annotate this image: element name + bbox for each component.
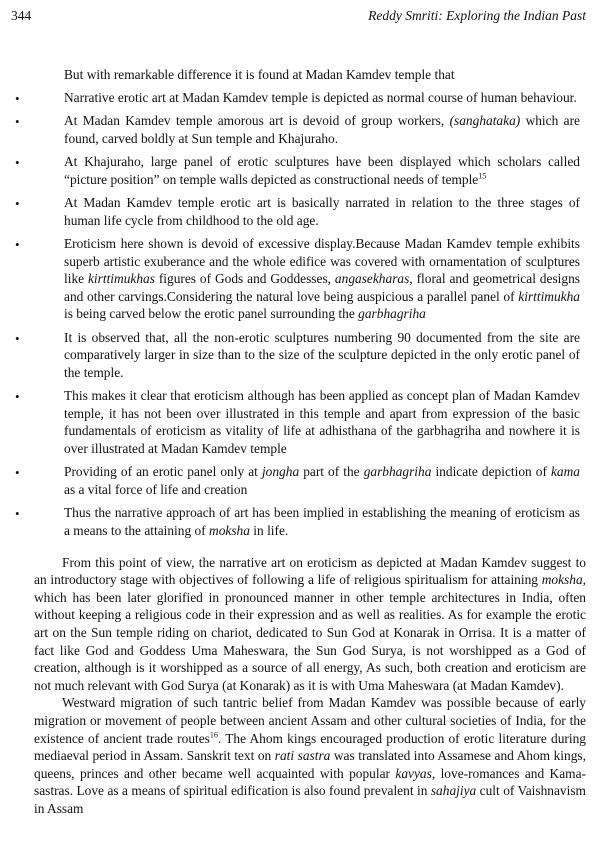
body-paragraph: Westward migration of such tantric belief from Madan Kamdev was possible because of early migration or movement of people between ancient Assam and other cultural societies of India, for the existence of ancient trade routes$^{16}$. The Ahom kings encouraged production of erotic literature during mediaeval period in Assam. Sanskrit text on rati sastra was translated into Assamese and Ahom kings, queens, princes and other became well acquainted with popular kavyas, love-romances and Kama-sastras. Love as a means of spiritual edification is also found prevalent in sahajiya cult of Vaishnavism in Assam bbox=[34, 695, 586, 816]
page-header bbox=[11, 8, 586, 30]
bullet-icon: • bbox=[15, 154, 20, 170]
list-item: • Thus the narrative approach of art has been implied in establishing the meaning of eroticism as a means to the attaining of moksha in life. bbox=[15, 505, 580, 539]
body-paragraph: From this point of view, the narrative art on eroticism as depicted at Madan Kamdev suggest to an introductory stage with objectives of following a life of religious spiritualism for attaining moksha, which has been later glorified in pronounced manner in other temple architectures in India, often without keeping a religious code in their expression and as well as realities. As for example the erotic art on the Sun temple riding on chariot, dedicated to Sun God at Konarak in Orrisa. It is a matter of fact like God and Goddess Uma Maheswara, the Sun God Surya, is not worshipped as a God of creation, although is it worshipped as a source of all energy, As such, both creation and eroticism are not much relevant with God Surya (at Konarak) as it is with Uma Maheswara (at Madan Kamdev). bbox=[34, 554, 586, 693]
bullet-icon: • bbox=[15, 330, 20, 346]
bullet-icon: • bbox=[15, 506, 20, 522]
list-item: • It is observed that, all the non-erotic sculptures numbering 90 documented from the site are comparatively larger in size than to the size of the sculpture depicted in the only erotic panel of the temple. bbox=[15, 329, 580, 380]
page-body bbox=[0, 66, 600, 818]
bullet-icon: • bbox=[15, 465, 20, 481]
list-item: • Providing of an erotic panel only at jongha part of the garbhagriha indicate depiction of kama as a vital force of life and creation bbox=[15, 464, 580, 498]
list-item: • Eroticism here shown is devoid of excessive display.Because Madan Kamdev temple exhibits superb artistic exuberance and the whole edifice was covered with ornamentation of sculptures like kirttimukhas figures of Gods and Goddesses, angasekharas, floral and geometrical designs and other carvings.Considering the natural love being auspicious a parallel panel of kirttimukha is being carved below the erotic panel surrounding the garbhagriha bbox=[15, 235, 580, 322]
page-number: 344 bbox=[11, 8, 32, 23]
bullet-icon: • bbox=[15, 236, 20, 252]
list-item: • At Madan Kamdev temple amorous art is devoid of group workers, (sanghataka) which are found, carved boldly at Sun temple and Khajuraho. bbox=[15, 112, 580, 146]
intro-line: But with remarkable difference it is found at Madan Kamdev temple that bbox=[64, 67, 455, 82]
list-item: • At Madan Kamdev temple erotic art is basically narrated in relation to the three stages of human life cycle from childhood to the old age. bbox=[15, 194, 580, 228]
list-item: • At Khajuraho, large panel of erotic sculptures have been displayed which scholars called “picture position” on temple walls depicted as constructional needs of temple$^{15}$ bbox=[15, 153, 580, 187]
bullet-list bbox=[0, 89, 600, 540]
list-item: • Narrative erotic art at Madan Kamdev temple is depicted as normal course of human behaviour. bbox=[15, 89, 577, 106]
bullet-icon: • bbox=[15, 389, 20, 405]
list-item: • This makes it clear that eroticism although has been applied as concept plan of Madan Kamdev temple, it has not been over illustrated in this temple and apart from expression of the basic fundamentals of eroticism as vitality of life at adhisthana of the garbhagriha and nowhere it is over illustrated at Madan Kamdev temple bbox=[15, 388, 580, 457]
bullet-icon: • bbox=[15, 195, 20, 211]
running-title: Reddy Smriti: Exploring the Indian Past bbox=[368, 8, 586, 23]
bullet-icon: • bbox=[15, 113, 20, 129]
bullet-icon: • bbox=[15, 90, 20, 106]
